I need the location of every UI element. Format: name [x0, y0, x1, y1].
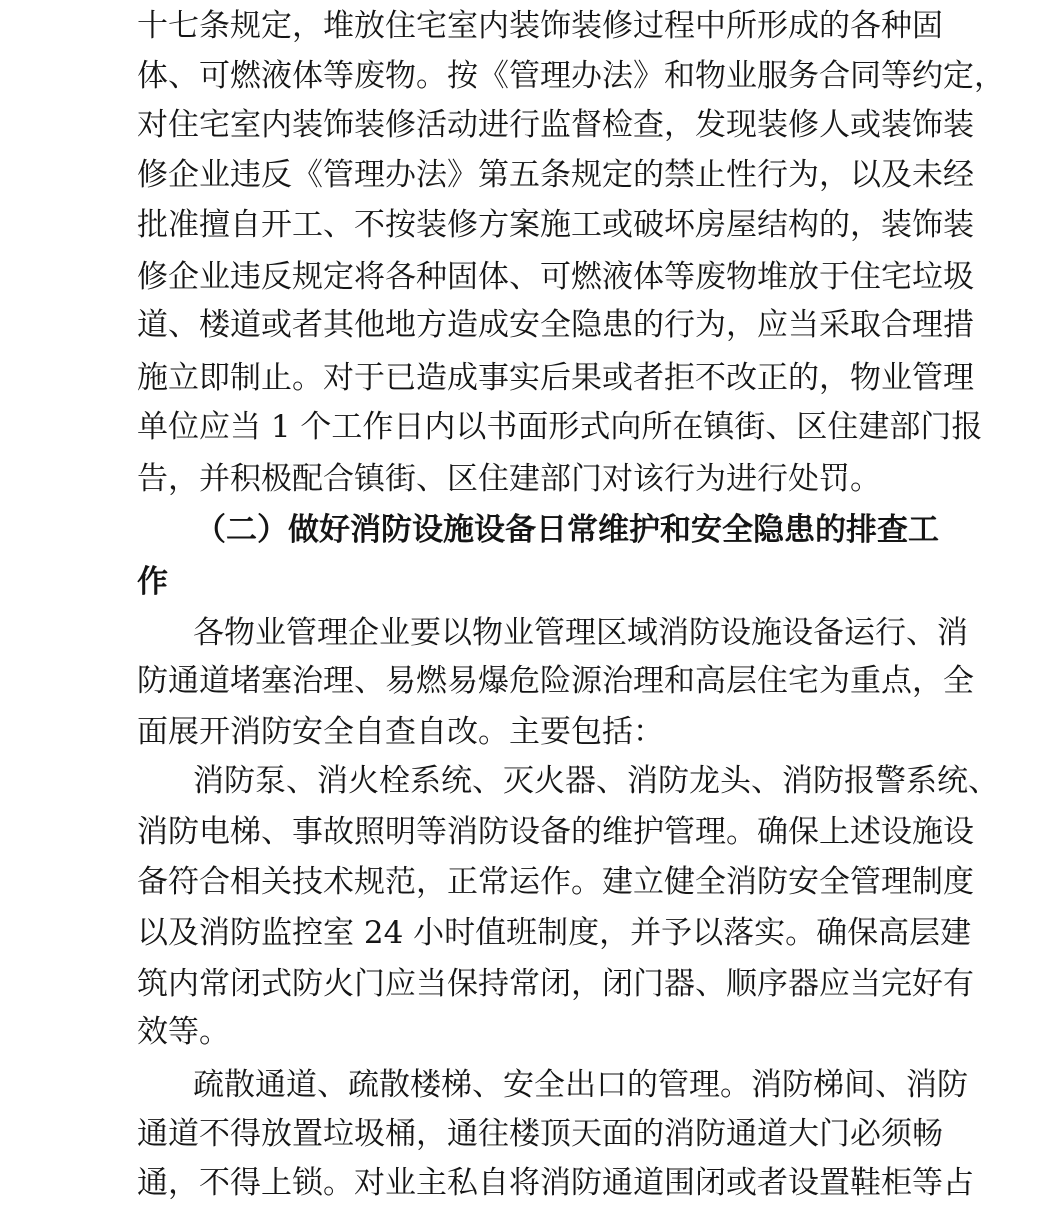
- body-text-line: 各物业管理企业要以物业管理区域消防设施设备运行、消: [193, 615, 968, 651]
- body-text-line: 消防泵、消火栓系统、灭火器、消防龙头、消防报警系统、: [193, 763, 999, 799]
- body-text-line: 修企业违反《管理办法》第五条规定的禁止性行为，以及未经: [137, 157, 974, 193]
- body-text-line: 批准擅自开工、不按装修方案施工或破坏房屋结构的，装饰装: [137, 207, 974, 243]
- section-heading-continuation: 作: [137, 564, 168, 600]
- body-text-line: 道、楼道或者其他地方造成安全隐患的行为，应当采取合理措: [137, 307, 974, 343]
- section-heading: （二）做好消防设施设备日常维护和安全隐患的排查工: [195, 512, 939, 548]
- body-text-line: 通，不得上锁。对业主私自将消防通道围闭或者设置鞋柜等占: [137, 1165, 974, 1201]
- body-text-line: 筑内常闭式防火门应当保持常闭，闭门器、顺序器应当完好有: [137, 966, 974, 1002]
- body-text-line: 防通道堵塞治理、易燃易爆危险源治理和高层住宅为重点，全: [137, 663, 974, 699]
- body-text-line: 告，并积极配合镇街、区住建部门对该行为进行处罚。: [137, 461, 881, 497]
- body-text-line: 备符合相关技术规范，正常运作。建立健全消防安全管理制度: [137, 864, 974, 900]
- body-text-line: 消防电梯、事故照明等消防设备的维护管理。确保上述设施设: [137, 814, 974, 850]
- body-text-line: 通道不得放置垃圾桶，通往楼顶天面的消防通道大门必须畅: [137, 1116, 943, 1152]
- body-text-line: 对住宅室内装饰装修活动进行监督检查，发现装修人或装饰装: [137, 107, 974, 143]
- body-text-line: 十七条规定，堆放住宅室内装饰装修过程中所形成的各种固: [137, 8, 943, 44]
- body-text-line: 施立即制止。对于已造成事实后果或者拒不改正的，物业管理: [137, 360, 974, 396]
- body-text-line: 体、可燃液体等废物。按《管理办法》和物业服务合同等约定，: [137, 58, 1005, 94]
- body-text-line: 效等。: [137, 1014, 230, 1050]
- body-text-line: 修企业违反规定将各种固体、可燃液体等废物堆放于住宅垃圾: [137, 259, 974, 295]
- body-text-line: 疏散通道、疏散楼梯、安全出口的管理。消防梯间、消防: [193, 1067, 968, 1103]
- body-text-line: 以及消防监控室 24 小时值班制度，并予以落实。确保高层建: [137, 915, 972, 951]
- body-text-line: 面展开消防安全自查自改。主要包括：: [137, 714, 664, 750]
- body-text-line: 单位应当 1 个工作日内以书面形式向所在镇街、区住建部门报: [137, 409, 983, 445]
